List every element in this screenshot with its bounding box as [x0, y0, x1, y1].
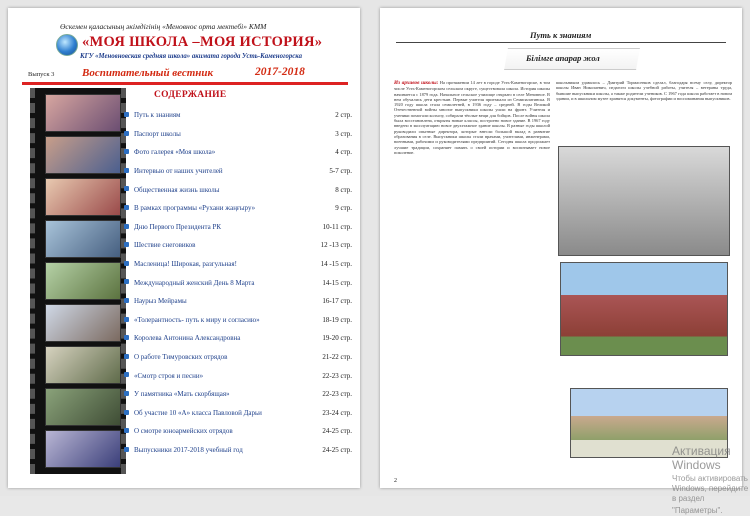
- toc-item[interactable]: [134, 273, 352, 292]
- toc-item[interactable]: [134, 329, 352, 348]
- school-building-photo: [560, 262, 728, 356]
- toc-item-title: Паспорт школы: [134, 129, 181, 138]
- toc-item[interactable]: [134, 441, 352, 460]
- page-2: [380, 8, 742, 488]
- toc-item-page: 12 -13 стр.: [320, 241, 352, 250]
- school-logo: [56, 34, 78, 56]
- photo-filmstrip: [30, 88, 126, 474]
- toc-item-title: О работе Тимуровских отрядов: [134, 353, 228, 362]
- historic-school-photo: [558, 146, 730, 256]
- toc-item-page: 19-20 стр.: [322, 334, 352, 343]
- toc-item-page: 14 -15 стр.: [320, 260, 352, 269]
- toc-item-page: 4 стр.: [335, 148, 352, 157]
- photo-1: [45, 94, 121, 132]
- toc-item-page: 2 стр.: [335, 111, 352, 120]
- photo-7: [45, 346, 121, 384]
- photo-6: [45, 304, 121, 342]
- toc-item[interactable]: [134, 422, 352, 441]
- watermark-line-3: "Параметры".: [672, 506, 723, 515]
- photo-9: [45, 430, 121, 468]
- toc-item[interactable]: [134, 385, 352, 404]
- toc-item-title: «Толерантность- путь к миру и согласию»: [134, 315, 260, 324]
- issue-number: Выпуск 3: [28, 71, 55, 78]
- toc-item-page: 10-11 стр.: [322, 222, 352, 231]
- toc-title: СОДЕРЖАНИЕ: [154, 90, 227, 100]
- toc-item-title: Международный женский День 8 Марта: [134, 278, 255, 287]
- article-body-1: На протяжении 14 лет в городе Усть-Каменогорске, в том числе Усть-Каменогорском сельском округе, существовала школа. История школы начинается с 1879 года. Начальное сельское училище открыто в селе Меновное. В нем обучались дети крестьян. Первые учителя приезжали из Семипалатинска. В 1920 году школа стала семилетней, в 1936 году – средней. В годы Великой Отечественной войны многие выпускники школы ушли на фронт. Учителя и ученики помогали колхозу, собирали тёплые вещи для бойцов. После войны школа была восстановлена, открыты новые классы, построено новое здание. В 1967 году введено в эксплуатацию новое двухэтажное здание школы. В разные годы школой руководили опытные директора, которые внесли большой вклад в развитие образования в селе. Выпускники школы стали врачами, учителями, инженерами, военными, рабочими и руководителями предприятий. Сегодня школа продолжает лучшие традиции, сохраняет память о своей истории и воспитывает новое поколение.: [394, 80, 550, 155]
- table-of-contents: [134, 106, 352, 459]
- heading-divider: [396, 42, 726, 43]
- photo-8: [45, 388, 121, 426]
- org-line-1: Өскемен қаласының әкімдігінің «Меновноє орта мектебі» КММ: [60, 22, 267, 31]
- toc-item[interactable]: [134, 162, 352, 181]
- photo-5: [45, 262, 121, 300]
- toc-item-page: 22-23 стр.: [322, 390, 352, 399]
- toc-item-page: 3 стр.: [335, 129, 352, 138]
- article-heading: Путь к знаниям: [530, 30, 592, 40]
- toc-item-page: 18-19 стр.: [322, 315, 352, 324]
- toc-item-title: Выпускники 2017-2018 учебный год: [134, 445, 243, 454]
- toc-item-title: «Смотр строя и песни»: [134, 371, 204, 380]
- org-line-2: КГУ «Меновновская средняя школа» акимата города Усть-Каменогорска: [80, 53, 302, 60]
- photo-3: [45, 178, 121, 216]
- toc-item[interactable]: [134, 311, 352, 330]
- toc-item[interactable]: [134, 255, 352, 274]
- toc-item-title: Наурыз Мейрамы: [134, 297, 187, 306]
- toc-item[interactable]: [134, 348, 352, 367]
- academic-year: 2017-2018: [255, 66, 305, 78]
- toc-item-title: Интервью от наших учителей: [134, 167, 223, 176]
- toc-item[interactable]: [134, 125, 352, 144]
- toc-item[interactable]: [134, 236, 352, 255]
- toc-item-page: 9 стр.: [335, 204, 352, 213]
- toc-item-page: 8 стр.: [335, 185, 352, 194]
- toc-item[interactable]: [134, 199, 352, 218]
- page-1: [8, 8, 360, 488]
- toc-item-title: Общественная жизнь школы: [134, 185, 220, 194]
- toc-item[interactable]: [134, 143, 352, 162]
- toc-item-title: В рамках программы «Рухани жаңғыру»: [134, 204, 256, 213]
- header-divider: [22, 82, 348, 85]
- newsletter-title: «МОЯ ШКОЛА –МОЯ ИСТОРИЯ»: [82, 34, 323, 50]
- photo-4: [45, 220, 121, 258]
- toc-item-page: 24-25 стр.: [322, 427, 352, 436]
- toc-item-title: Фото галерея «Моя школа»: [134, 148, 216, 157]
- toc-item[interactable]: [134, 106, 352, 125]
- toc-item-title: У памятника «Мать скорбящая»: [134, 390, 230, 399]
- banner-text: Білімге апарар жол: [526, 53, 600, 63]
- toc-item-title: Путь к знаниям: [134, 111, 181, 120]
- toc-item-title: О смотре юноармейских отрядов: [134, 427, 233, 436]
- article-column-2: школьником удавалось – Дмитрий Тормасенков сделал, благодаря всему селу, директор школы Иван Николаевич, педагоги школы учебной работы, учителя – ветераны труда, бывшие выпускники школы, а также родители учеников. С 1967 года школа работает в новом здании, и в школьном музее хранятся документы, фотографии и воспоминания выпускников.: [556, 80, 732, 101]
- toc-item-title: Об участие 10 «А» класса Павловой Дарьи: [134, 408, 262, 417]
- toc-item[interactable]: [134, 404, 352, 423]
- page-number: 2: [394, 478, 397, 484]
- toc-item[interactable]: [134, 366, 352, 385]
- toc-item-title: Масленица! Широкая, разгульная!: [134, 260, 237, 269]
- article-column-1: [394, 80, 550, 480]
- toc-item-page: 21-22 стр.: [322, 353, 352, 362]
- toc-item-title: Шествие снеговиков: [134, 241, 196, 250]
- windows-activation-watermark: [672, 444, 750, 516]
- photo-2: [45, 136, 121, 174]
- toc-item-page: 23-24 стр.: [322, 408, 352, 417]
- toc-item-title: Королева Антонина Александровна: [134, 334, 241, 343]
- toc-item-page: 16-17 стр.: [322, 297, 352, 306]
- watermark-line-2: Чтобы активировать Windows, перейдите в раздел: [672, 474, 749, 503]
- toc-item[interactable]: [134, 292, 352, 311]
- toc-item[interactable]: [134, 218, 352, 237]
- newsletter-subtitle: Воспитательный вестник: [82, 67, 214, 79]
- toc-item-page: 14-15 стр.: [322, 278, 352, 287]
- toc-item-title: Дню Первого Президента РК: [134, 222, 222, 231]
- toc-item-page: 24-25 стр.: [322, 445, 352, 454]
- toc-item-page: 5-7 стр.: [329, 167, 352, 176]
- toc-item[interactable]: [134, 180, 352, 199]
- article-lead: Из архивов школы:: [394, 80, 439, 86]
- watermark-line-1: Активация Windows: [672, 444, 731, 472]
- toc-item-page: 22-23 стр.: [322, 371, 352, 380]
